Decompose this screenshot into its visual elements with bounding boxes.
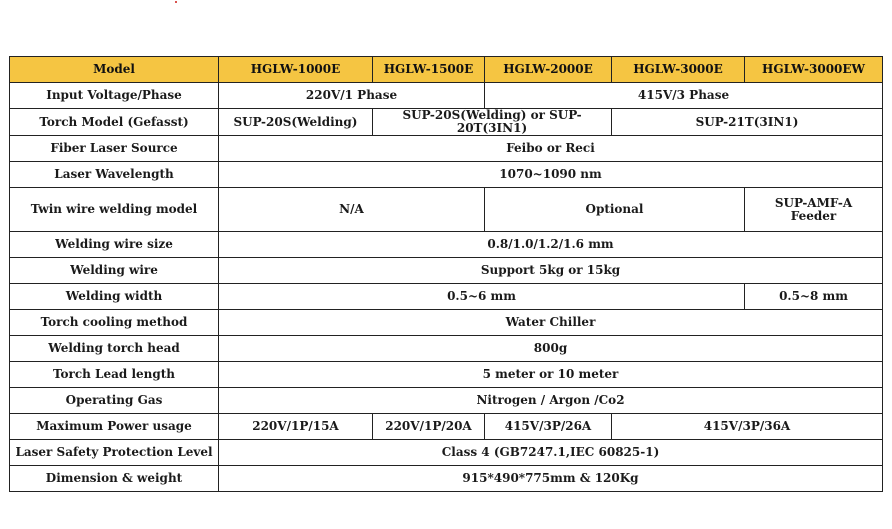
row-label: Welding width	[10, 284, 219, 310]
cell-value: 0.5~8 mm	[745, 284, 883, 310]
cell-value: 0.8/1.0/1.2/1.6 mm	[219, 232, 883, 258]
row-label: Twin wire welding model	[10, 188, 219, 232]
cell-value: 415V/3P/36A	[612, 414, 883, 440]
model-1: HGLW-1000E	[219, 57, 373, 83]
cell-value: Water Chiller	[219, 310, 883, 336]
row-label: Input Voltage/Phase	[10, 83, 219, 109]
row-label: Fiber Laser Source	[10, 136, 219, 162]
table-row	[10, 414, 883, 440]
table-row	[10, 162, 883, 188]
row-label: Laser Wavelength	[10, 162, 219, 188]
header-row	[10, 57, 883, 83]
cell-value: SUP-20S(Welding)	[219, 109, 373, 136]
cell-value: 415V/3P/26A	[485, 414, 612, 440]
model-3: HGLW-2000E	[485, 57, 612, 83]
table-row	[10, 310, 883, 336]
row-label: Torch cooling method	[10, 310, 219, 336]
cell-value: 415V/3 Phase	[485, 83, 883, 109]
cell-value: 915*490*775mm & 120Kg	[219, 466, 883, 492]
row-label: Maximum Power usage	[10, 414, 219, 440]
table-row	[10, 109, 883, 136]
cell-value-line-2: Feeder	[790, 208, 837, 223]
table-row	[10, 362, 883, 388]
table-row	[10, 232, 883, 258]
cell-value: SUP-21T(3IN1)	[612, 109, 883, 136]
cell-value: Class 4 (GB7247.1,IEC 60825-1)	[219, 440, 883, 466]
model-2: HGLW-1500E	[373, 57, 485, 83]
table-row	[10, 136, 883, 162]
cell-value: Nitrogen / Argon /Co2	[219, 388, 883, 414]
cell-value: 5 meter or 10 meter	[219, 362, 883, 388]
row-label: Laser Safety Protection Level	[10, 440, 219, 466]
table-row	[10, 258, 883, 284]
cell-value-line-1: SUP-AMF-A	[774, 195, 853, 210]
table-row	[10, 188, 883, 232]
cell-value: Optional	[485, 188, 745, 232]
row-label: Welding wire size	[10, 232, 219, 258]
cell-value: SUP-20S(Welding) or SUP-20T(3IN1)	[373, 109, 612, 136]
cell-value: 800g	[219, 336, 883, 362]
row-label: Welding wire	[10, 258, 219, 284]
row-label: Dimension & weight	[10, 466, 219, 492]
spec-table	[9, 56, 883, 492]
cell-value: Support 5kg or 15kg	[219, 258, 883, 284]
model-5: HGLW-3000EW	[745, 57, 883, 83]
row-label: Torch Model (Gefasst)	[10, 109, 219, 136]
table-row	[10, 336, 883, 362]
cell-value: 1070~1090 nm	[219, 162, 883, 188]
cell-value: N/A	[219, 188, 485, 232]
model-4: HGLW-3000E	[612, 57, 745, 83]
cell-value	[745, 188, 883, 232]
row-label: Welding torch head	[10, 336, 219, 362]
header-label: Model	[10, 57, 219, 83]
row-label: Operating Gas	[10, 388, 219, 414]
row-label: Torch Lead length	[10, 362, 219, 388]
table-row	[10, 284, 883, 310]
cell-value: Feibo or Reci	[219, 136, 883, 162]
cell-value: 220V/1 Phase	[219, 83, 485, 109]
cell-value: 220V/1P/20A	[373, 414, 485, 440]
table-row	[10, 83, 883, 109]
table-row	[10, 466, 883, 492]
table-row	[10, 440, 883, 466]
cell-value: 220V/1P/15A	[219, 414, 373, 440]
cell-value: 0.5~6 mm	[219, 284, 745, 310]
stray-mark	[175, 1, 177, 3]
table-row	[10, 388, 883, 414]
